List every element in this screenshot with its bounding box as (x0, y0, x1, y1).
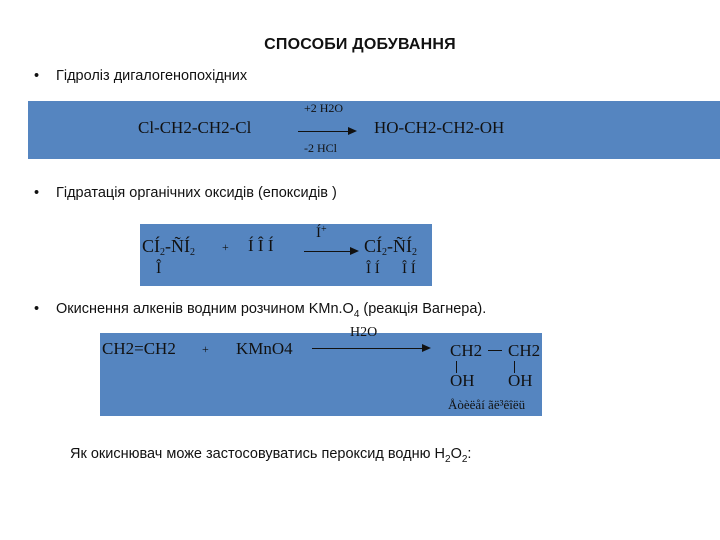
reaction2-reactant (142, 236, 195, 258)
reaction3-oh-left: OH (450, 371, 475, 390)
reaction1-arrow-head (348, 127, 357, 135)
reaction1-reactant: Cl-CH2-CH2-Cl (138, 118, 252, 137)
reaction2-plus: + (222, 240, 229, 254)
reaction2-catalyst: Í (316, 225, 321, 241)
bullet-hydrolysis (34, 68, 247, 84)
note-sub1: 2 (445, 453, 451, 465)
reaction-panel-wagner (100, 325, 542, 416)
reaction1-arrow (298, 131, 350, 132)
reaction3-reactant: CH2=CH2 (102, 339, 176, 358)
reaction2-product (364, 236, 417, 258)
reaction2-reagent: Í Î Í (248, 236, 274, 255)
bullet-oxidation (34, 301, 486, 320)
reaction2-p3: -ÑÍ (387, 236, 412, 256)
reaction-panel-epoxide (140, 224, 432, 286)
reaction2-bottom3: Î Í (402, 261, 416, 277)
reaction2-r1: CÍ (142, 236, 160, 256)
bullet-dot: • (34, 301, 40, 317)
reaction3-oh-right: OH (508, 371, 533, 390)
bullet-text: Гідратація органічних оксидів (епоксидів ) (56, 185, 337, 201)
bullet-dot: • (34, 185, 40, 201)
reaction1-above-arrow: +2 H2O (304, 101, 344, 115)
bullet-text-end: (реакція Вагнера). (359, 301, 487, 317)
bullet-subscript: 4 (353, 308, 360, 320)
reaction2-arrow (304, 251, 352, 252)
bullet-text: Окиснення алкенів водним розчином KMn.O (56, 301, 354, 317)
reaction2-bottom1: Î (156, 260, 162, 277)
reaction3-arrow-head (422, 344, 431, 352)
reaction3-plus: + (202, 342, 209, 356)
note-peroxide (70, 446, 471, 465)
reaction3-above-arrow: H2O (350, 325, 378, 340)
reaction2-r3: -ÑÍ (165, 236, 190, 256)
bullet-dot: • (34, 68, 40, 84)
reaction-panel-hydrolysis (28, 101, 720, 159)
reaction3-arrow (312, 348, 424, 349)
note-mid: O (450, 446, 462, 462)
reaction3-reagent: KMnO4 (236, 339, 293, 358)
reaction2-arrow-head (350, 247, 359, 255)
note-sub2: 2 (461, 453, 468, 465)
reaction2-bottom2: Î Í (366, 261, 380, 277)
reaction3-product-left: CH2 (450, 341, 483, 360)
slide-title: СПОСОБИ ДОБУВАННЯ (264, 36, 456, 53)
reaction3-caption: Åòèëåí ãë³êîëü (448, 397, 526, 412)
reaction2-r4: 2 (190, 247, 195, 258)
reaction2-r2: 2 (160, 247, 165, 258)
bullet-hydration (34, 185, 337, 201)
reaction2-catalyst-charge: + (321, 224, 327, 235)
reaction2-p4: 2 (412, 247, 417, 258)
bullet-text: Гідроліз дигалогенопохідних (56, 68, 248, 84)
reaction1-below-arrow: -2 HCl (304, 141, 337, 155)
note-text: Як окиснювач може застосовуватись пероксид водню H (70, 446, 446, 462)
reaction3-bond (488, 350, 502, 351)
reaction1-product: HO-CH2-CH2-OH (374, 118, 505, 137)
reaction2-above-arrow (316, 224, 327, 242)
reaction2-p2: 2 (382, 247, 387, 258)
note-end: : (467, 446, 472, 462)
reaction2-p1: CÍ (364, 236, 382, 256)
reaction3-product-right: CH2 (508, 341, 541, 360)
